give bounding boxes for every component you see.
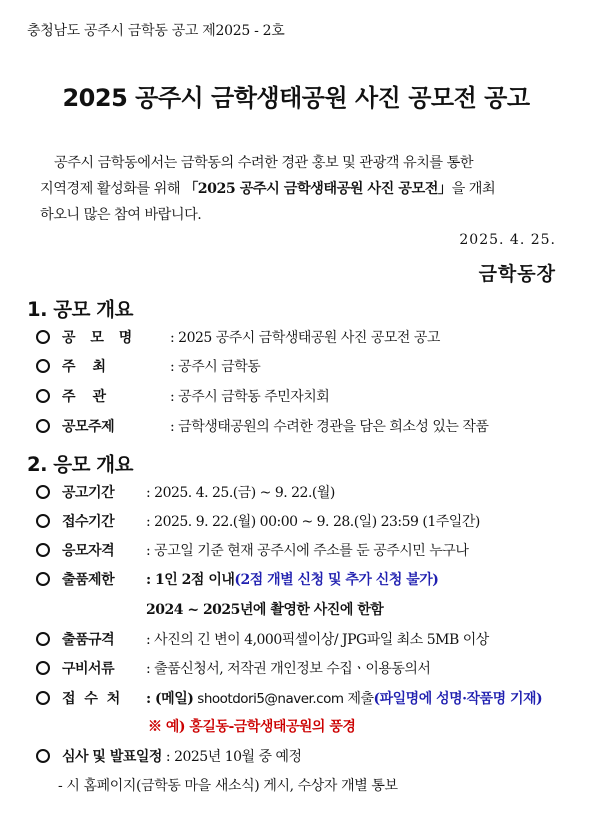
contest-name: 「2025 공주시 금학생태공원 사진 공모전」	[184, 181, 452, 197]
circle-bullet-icon	[36, 543, 50, 557]
issuer: 금학동장	[478, 263, 556, 285]
circle-bullet-icon	[36, 330, 50, 344]
intro-line-1: 공주시 금학동에서는 금학동의 수려한 경관 홍보 및 관광객 유치를 통한	[54, 155, 474, 171]
list-item: 출품규격 : 사진의 긴 변이 4,000픽셀이상/ JPG파일 최소 5MB 이상	[36, 627, 489, 653]
circle-bullet-icon	[36, 419, 50, 433]
circle-bullet-icon	[36, 661, 50, 675]
limit-note: (2점 개별 신청 및 추가 신청 불가)	[234, 572, 439, 588]
section-heading-application: 2. 응모 개요	[27, 453, 133, 476]
list-item: 공 모 명 : 2025 공주시 금학생태공원 사진 공모전 공고	[36, 325, 440, 351]
judging-subnote: - 시 홈페이지(금학동 마을 새소식) 게시, 수상자 개별 통보	[58, 778, 398, 794]
circle-bullet-icon	[36, 514, 50, 528]
list-item: 심사 및 발표일정 : 2025년 10월 중 예정	[36, 744, 302, 770]
intro-line-3: 하오니 많은 참여 바랍니다.	[40, 207, 202, 223]
circle-bullet-icon	[36, 485, 50, 499]
list-item: 접 수 처 : (메일) shootdori5@naver.com 제출(파일명에 성명·작품명 기재)	[36, 686, 542, 712]
list-item: 접수기간 : 2025. 9. 22.(월) 00:00 ~ 9. 28.(일) 23:59 (1주일간)	[36, 509, 480, 535]
circle-bullet-icon	[36, 749, 50, 763]
list-item: 주 관 : 공주시 금학동 주민자치회	[36, 384, 329, 410]
circle-bullet-icon	[36, 632, 50, 646]
list-item: 공모주제 : 금학생태공원의 수려한 경관을 담은 희소성 있는 작품	[36, 414, 488, 440]
list-item: 주 최 : 공주시 금학동	[36, 354, 260, 380]
submission-email[interactable]: shootdori5@naver.com	[197, 691, 344, 707]
section-heading-overview: 1. 공모 개요	[27, 298, 133, 321]
notice-date: 2025. 4. 25.	[459, 232, 556, 248]
circle-bullet-icon	[36, 691, 50, 705]
page-title: 2025 공주시 금학생태공원 사진 공모전 공고	[62, 84, 530, 112]
filename-note: (파일명에 성명·작품명 기재)	[373, 691, 543, 707]
intro-line-2: 지역경제 활성화를 위해 「2025 공주시 금학생태공원 사진 공모전」을 개최	[40, 181, 496, 197]
list-item: 출품제한 : 1인 2점 이내(2점 개별 신청 및 추가 신청 불가)	[36, 567, 438, 593]
circle-bullet-icon	[36, 389, 50, 403]
limit-subnote: 2024 ~ 2025년에 촬영한 사진에 한함	[146, 602, 384, 618]
circle-bullet-icon	[36, 359, 50, 373]
list-item: 응모자격 : 공고일 기준 현재 공주시에 주소를 둔 공주시민 누구나	[36, 538, 468, 564]
notice-number: 충청남도 공주시 금학동 공고 제2025 - 2호	[27, 23, 285, 39]
list-item: 공고기간 : 2025. 4. 25.(금) ~ 9. 22.(월)	[36, 480, 335, 506]
list-item: 구비서류 : 출품신청서, 저작권 개인정보 수집ㆍ이용동의서	[36, 656, 430, 682]
example-note: ※ 예) 홍길동-금학생태공원의 풍경	[148, 719, 356, 735]
circle-bullet-icon	[36, 572, 50, 586]
